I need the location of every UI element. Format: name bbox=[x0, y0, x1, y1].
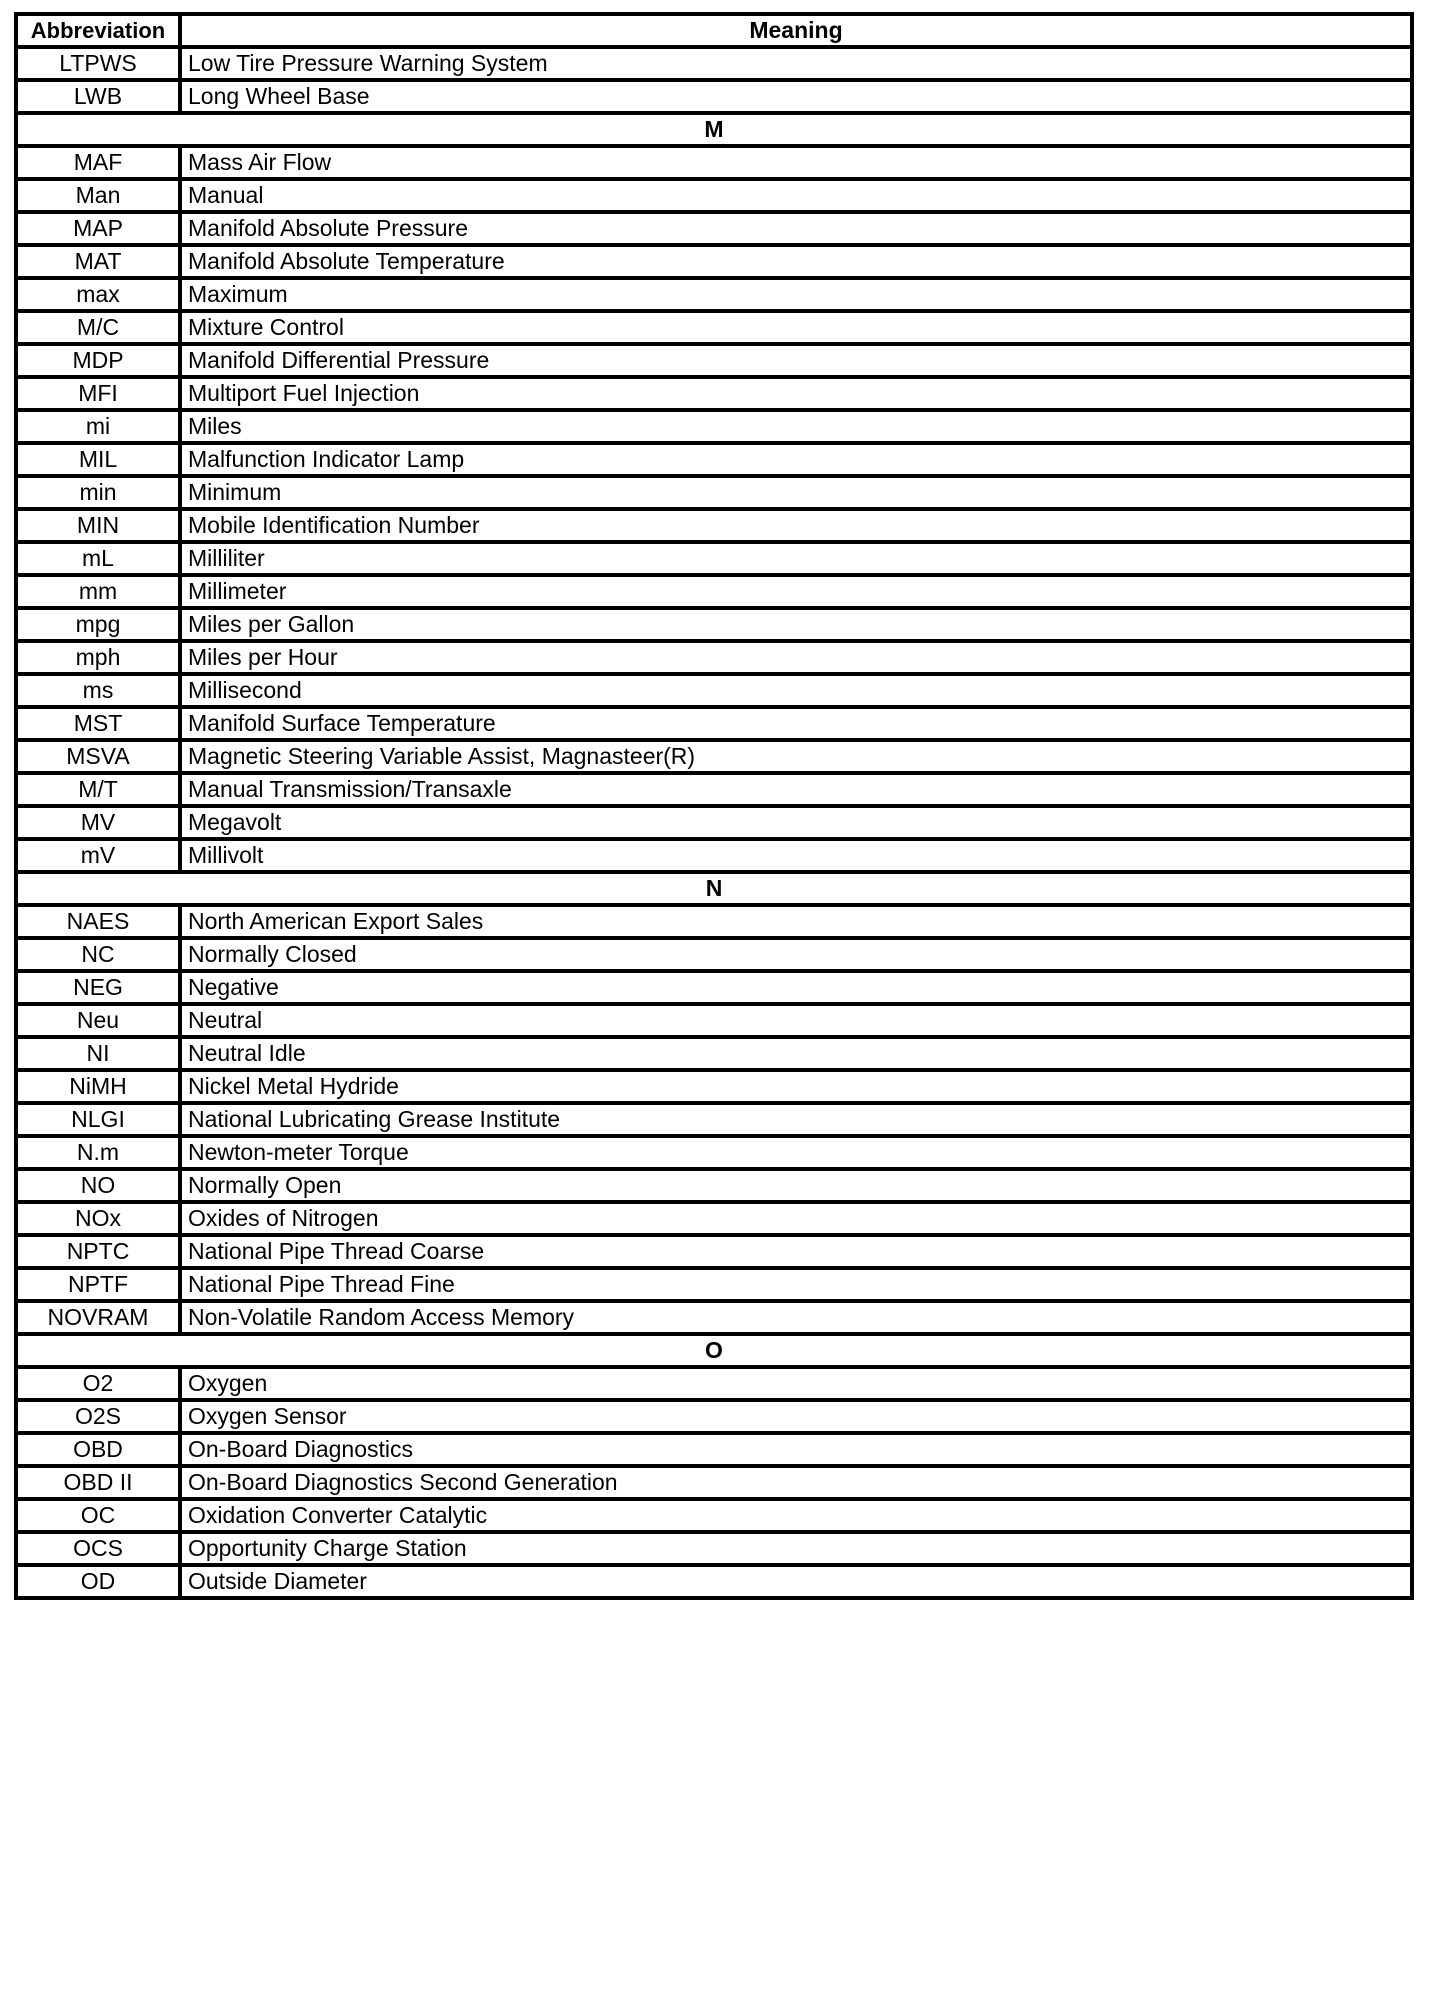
abbreviation-cell: MAF bbox=[16, 146, 180, 179]
table-row bbox=[16, 641, 1412, 674]
abbreviation-cell: mL bbox=[16, 542, 180, 575]
meaning-cell: Manual Transmission/Transaxle bbox=[180, 773, 1412, 806]
meaning-cell: National Pipe Thread Fine bbox=[180, 1268, 1412, 1301]
abbreviation-cell: Neu bbox=[16, 1004, 180, 1037]
meaning-cell: Long Wheel Base bbox=[180, 80, 1412, 113]
table-row bbox=[16, 1400, 1412, 1433]
section-row bbox=[16, 113, 1412, 146]
meaning-cell: Normally Open bbox=[180, 1169, 1412, 1202]
meaning-cell: Megavolt bbox=[180, 806, 1412, 839]
meaning-cell: Oxygen Sensor bbox=[180, 1400, 1412, 1433]
meaning-cell: Negative bbox=[180, 971, 1412, 1004]
meaning-cell: National Lubricating Grease Institute bbox=[180, 1103, 1412, 1136]
table-row bbox=[16, 1004, 1412, 1037]
abbreviation-cell: OBD II bbox=[16, 1466, 180, 1499]
table-row bbox=[16, 1301, 1412, 1334]
abbreviation-cell: mpg bbox=[16, 608, 180, 641]
abbreviation-cell: OD bbox=[16, 1565, 180, 1598]
table-row bbox=[16, 1433, 1412, 1466]
table-row bbox=[16, 1103, 1412, 1136]
meaning-cell: Manifold Absolute Temperature bbox=[180, 245, 1412, 278]
meaning-cell: Manual bbox=[180, 179, 1412, 212]
table-row bbox=[16, 773, 1412, 806]
meaning-cell: Low Tire Pressure Warning System bbox=[180, 47, 1412, 80]
abbreviation-cell: min bbox=[16, 476, 180, 509]
meaning-cell: Multiport Fuel Injection bbox=[180, 377, 1412, 410]
table-row bbox=[16, 1235, 1412, 1268]
meaning-cell: Nickel Metal Hydride bbox=[180, 1070, 1412, 1103]
meaning-cell: Minimum bbox=[180, 476, 1412, 509]
abbreviation-cell: NPTF bbox=[16, 1268, 180, 1301]
table-row bbox=[16, 575, 1412, 608]
abbreviation-cell: mi bbox=[16, 410, 180, 443]
abbreviation-cell: N.m bbox=[16, 1136, 180, 1169]
meaning-cell: Neutral bbox=[180, 1004, 1412, 1037]
meaning-cell: Outside Diameter bbox=[180, 1565, 1412, 1598]
abbreviation-cell: OC bbox=[16, 1499, 180, 1532]
abbreviation-cell: NOx bbox=[16, 1202, 180, 1235]
table-row bbox=[16, 1499, 1412, 1532]
table-row bbox=[16, 1037, 1412, 1070]
meaning-cell: Opportunity Charge Station bbox=[180, 1532, 1412, 1565]
meaning-cell: Oxidation Converter Catalytic bbox=[180, 1499, 1412, 1532]
abbreviation-cell: NC bbox=[16, 938, 180, 971]
meaning-cell: Normally Closed bbox=[180, 938, 1412, 971]
abbreviation-cell: NI bbox=[16, 1037, 180, 1070]
abbreviation-cell: M/C bbox=[16, 311, 180, 344]
table-row bbox=[16, 377, 1412, 410]
abbreviation-table bbox=[14, 12, 1414, 1600]
meaning-cell: Magnetic Steering Variable Assist, Magnasteer(R) bbox=[180, 740, 1412, 773]
table-row bbox=[16, 905, 1412, 938]
table-row bbox=[16, 1070, 1412, 1103]
meaning-cell: Mixture Control bbox=[180, 311, 1412, 344]
table-row bbox=[16, 740, 1412, 773]
table-row bbox=[16, 938, 1412, 971]
abbreviation-column-header: Abbreviation bbox=[16, 14, 180, 47]
abbreviation-cell: LTPWS bbox=[16, 47, 180, 80]
meaning-cell: Mobile Identification Number bbox=[180, 509, 1412, 542]
table-row bbox=[16, 1268, 1412, 1301]
abbreviation-cell: O2S bbox=[16, 1400, 180, 1433]
table-row bbox=[16, 344, 1412, 377]
abbreviation-cell: MST bbox=[16, 707, 180, 740]
table-row bbox=[16, 245, 1412, 278]
abbreviation-cell: max bbox=[16, 278, 180, 311]
meaning-cell: Mass Air Flow bbox=[180, 146, 1412, 179]
abbreviation-cell: O2 bbox=[16, 1367, 180, 1400]
table-row bbox=[16, 839, 1412, 872]
table-row bbox=[16, 311, 1412, 344]
meaning-cell: Neutral Idle bbox=[180, 1037, 1412, 1070]
table-row bbox=[16, 80, 1412, 113]
table-row bbox=[16, 1202, 1412, 1235]
table-row bbox=[16, 476, 1412, 509]
table-row bbox=[16, 1532, 1412, 1565]
meaning-cell: Miles bbox=[180, 410, 1412, 443]
meaning-cell: Millisecond bbox=[180, 674, 1412, 707]
abbreviation-cell: MV bbox=[16, 806, 180, 839]
table-row bbox=[16, 179, 1412, 212]
abbreviation-cell: MIL bbox=[16, 443, 180, 476]
abbreviation-cell: MIN bbox=[16, 509, 180, 542]
abbreviation-cell: ms bbox=[16, 674, 180, 707]
abbreviation-cell: NLGI bbox=[16, 1103, 180, 1136]
section-letter: M bbox=[16, 113, 1412, 146]
table-row bbox=[16, 608, 1412, 641]
abbreviation-cell: mV bbox=[16, 839, 180, 872]
section-letter: O bbox=[16, 1334, 1412, 1367]
meaning-cell: Manifold Surface Temperature bbox=[180, 707, 1412, 740]
table-row bbox=[16, 146, 1412, 179]
abbreviation-cell: mm bbox=[16, 575, 180, 608]
meaning-cell: On-Board Diagnostics Second Generation bbox=[180, 1466, 1412, 1499]
table-row bbox=[16, 1565, 1412, 1598]
meaning-cell: Miles per Gallon bbox=[180, 608, 1412, 641]
table-row bbox=[16, 1136, 1412, 1169]
table-row bbox=[16, 278, 1412, 311]
abbreviation-cell: MAT bbox=[16, 245, 180, 278]
abbreviation-cell: NAES bbox=[16, 905, 180, 938]
abbreviation-cell: NPTC bbox=[16, 1235, 180, 1268]
meaning-cell: Oxides of Nitrogen bbox=[180, 1202, 1412, 1235]
table-body bbox=[16, 47, 1412, 1598]
table-row bbox=[16, 410, 1412, 443]
meaning-cell: Manifold Differential Pressure bbox=[180, 344, 1412, 377]
meaning-cell: Non-Volatile Random Access Memory bbox=[180, 1301, 1412, 1334]
table-row bbox=[16, 509, 1412, 542]
meaning-cell: Millivolt bbox=[180, 839, 1412, 872]
section-row bbox=[16, 1334, 1412, 1367]
abbreviation-cell: LWB bbox=[16, 80, 180, 113]
section-letter: N bbox=[16, 872, 1412, 905]
header-row bbox=[16, 14, 1412, 47]
abbreviation-cell: OCS bbox=[16, 1532, 180, 1565]
abbreviation-cell: M/T bbox=[16, 773, 180, 806]
meaning-cell: Newton-meter Torque bbox=[180, 1136, 1412, 1169]
table-row bbox=[16, 806, 1412, 839]
abbreviation-cell: MDP bbox=[16, 344, 180, 377]
abbreviation-cell: NO bbox=[16, 1169, 180, 1202]
table-row bbox=[16, 212, 1412, 245]
meaning-cell: Manifold Absolute Pressure bbox=[180, 212, 1412, 245]
table-row bbox=[16, 1466, 1412, 1499]
meaning-cell: North American Export Sales bbox=[180, 905, 1412, 938]
abbreviation-cell: MSVA bbox=[16, 740, 180, 773]
table-row bbox=[16, 443, 1412, 476]
meaning-cell: Millimeter bbox=[180, 575, 1412, 608]
table-row bbox=[16, 707, 1412, 740]
meaning-cell: Maximum bbox=[180, 278, 1412, 311]
abbreviation-cell: MAP bbox=[16, 212, 180, 245]
meaning-cell: Malfunction Indicator Lamp bbox=[180, 443, 1412, 476]
table-row bbox=[16, 674, 1412, 707]
meaning-cell: On-Board Diagnostics bbox=[180, 1433, 1412, 1466]
table-row bbox=[16, 47, 1412, 80]
meaning-cell: National Pipe Thread Coarse bbox=[180, 1235, 1412, 1268]
abbreviation-cell: NiMH bbox=[16, 1070, 180, 1103]
section-row bbox=[16, 872, 1412, 905]
meaning-column-header: Meaning bbox=[180, 14, 1412, 47]
abbreviation-cell: OBD bbox=[16, 1433, 180, 1466]
meaning-cell: Oxygen bbox=[180, 1367, 1412, 1400]
abbreviation-cell: NOVRAM bbox=[16, 1301, 180, 1334]
meaning-cell: Miles per Hour bbox=[180, 641, 1412, 674]
abbreviation-cell: NEG bbox=[16, 971, 180, 1004]
table-row bbox=[16, 1367, 1412, 1400]
table-row bbox=[16, 971, 1412, 1004]
abbreviation-cell: mph bbox=[16, 641, 180, 674]
table-row bbox=[16, 542, 1412, 575]
abbreviation-cell: MFI bbox=[16, 377, 180, 410]
abbreviation-cell: Man bbox=[16, 179, 180, 212]
table-row bbox=[16, 1169, 1412, 1202]
meaning-cell: Milliliter bbox=[180, 542, 1412, 575]
